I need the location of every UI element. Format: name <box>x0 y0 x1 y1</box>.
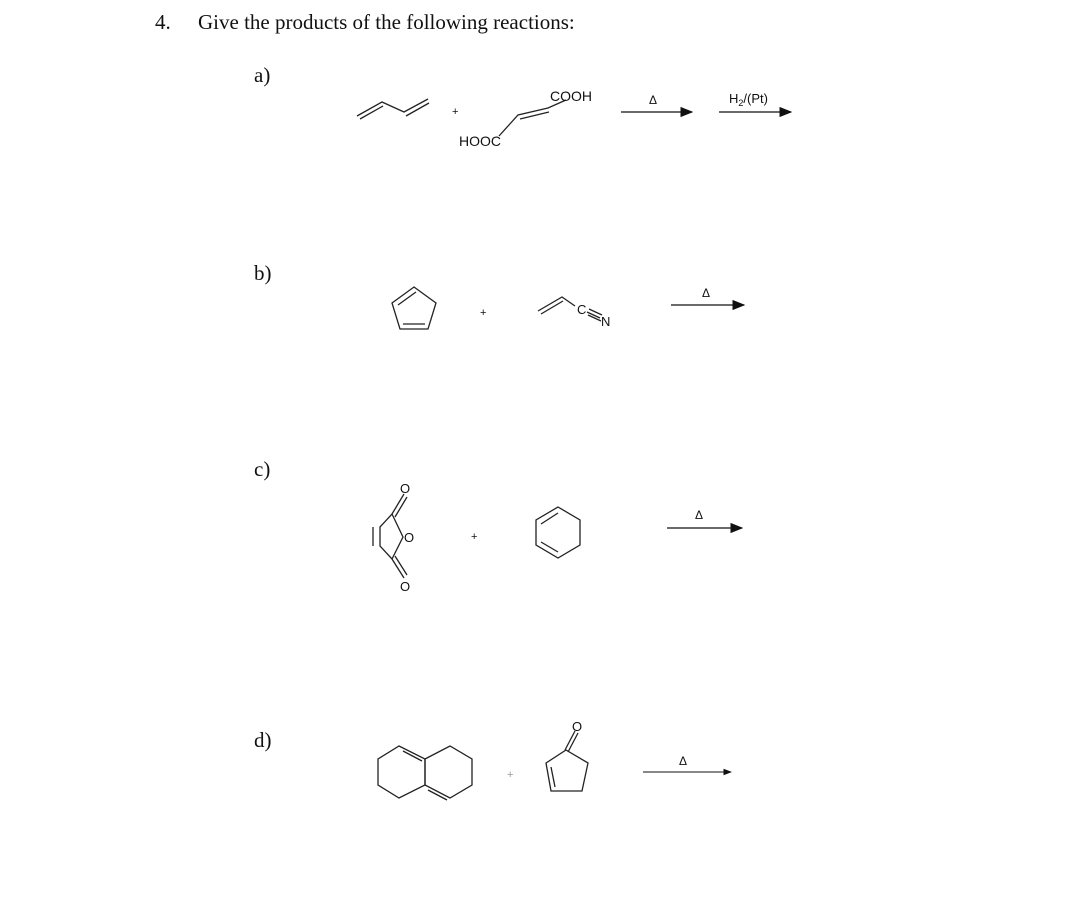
part-a-label: a) <box>254 63 271 87</box>
plus-sign-b: + <box>480 307 487 319</box>
cyclopentadiene-structure <box>392 287 436 329</box>
maleic-anhydride-structure <box>373 494 407 578</box>
heat-condition-d: Δ <box>679 754 688 768</box>
fumaric-acid-structure <box>499 100 566 136</box>
carbonyl-oxygen-bottom-label: O <box>400 579 411 594</box>
nitrile-nitrogen-label: N <box>601 314 611 329</box>
cooh-label: COOH <box>550 88 592 104</box>
ring-oxygen-label: O <box>404 530 415 545</box>
cyclopentenone-structure <box>546 731 588 791</box>
plus-sign-c: + <box>471 531 478 543</box>
heat-condition-c: Δ <box>695 508 704 522</box>
acrylonitrile-structure <box>538 297 602 321</box>
part-c-label: c) <box>254 457 271 481</box>
hydrogenation-condition: $H_2/(Pt)$ <box>729 91 768 108</box>
bicyclic-diene-structure <box>378 746 472 800</box>
heat-condition-a: Δ <box>649 93 658 107</box>
butadiene-structure <box>357 99 429 119</box>
plus-sign-d: + <box>507 769 514 781</box>
question-number: 4. <box>155 10 171 34</box>
part-d-label: d) <box>254 728 272 752</box>
question-text: Give the products of the following reactions: <box>198 10 575 34</box>
ketone-oxygen-label: O <box>572 719 583 734</box>
part-b-label: b) <box>254 261 272 285</box>
nitrile-carbon-label: C <box>577 302 587 317</box>
heat-condition-b: Δ <box>702 286 711 300</box>
cyclohexadiene-structure <box>536 507 580 558</box>
hooc-label: HOOC <box>459 133 501 149</box>
plus-sign-a: + <box>452 106 459 118</box>
carbonyl-oxygen-top-label: O <box>400 481 411 496</box>
